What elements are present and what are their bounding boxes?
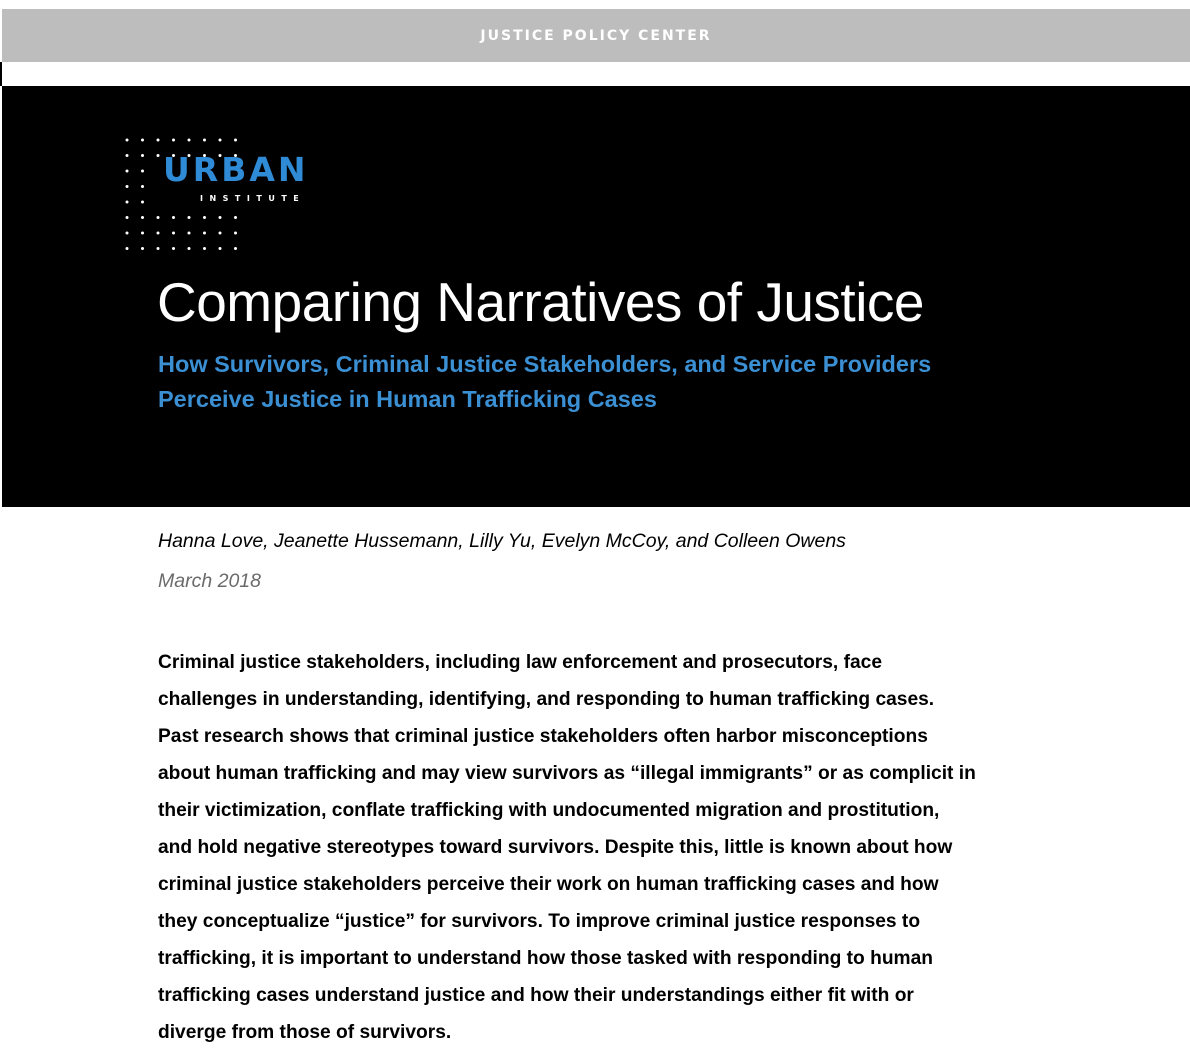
- logo-dot: [126, 232, 129, 235]
- publication-date: March 2018: [158, 570, 261, 592]
- page-subtitle: [158, 347, 1058, 417]
- logo-dot: [219, 139, 222, 142]
- logo-dot: [141, 154, 144, 157]
- logo-dot: [172, 216, 175, 219]
- author-list: Hanna Love, Jeanette Hussemann, Lilly Yu, Evelyn McCoy, and Colleen Owens: [158, 530, 846, 552]
- logo-dot: [126, 139, 129, 142]
- logo-dot: [172, 232, 175, 235]
- logo-wordmark: URBAN: [163, 150, 309, 189]
- logo-dot: [141, 170, 144, 173]
- logo-dot: [141, 201, 144, 204]
- logo-dot: [203, 139, 206, 142]
- logo-dot: [141, 185, 144, 188]
- abstract-line: their victimization, conflate trafficking with undocumented migration and prostitution,: [158, 800, 940, 821]
- section-header-bar: [2, 9, 1190, 62]
- logo-dot: [188, 139, 191, 142]
- logo-dot: [219, 216, 222, 219]
- abstract-line: Criminal justice stakeholders, including law enforcement and prosecutors, face: [158, 652, 882, 673]
- logo-dot: [141, 216, 144, 219]
- logo-dot: [126, 216, 129, 219]
- abstract-line: trafficking, it is important to understand how those tasked with responding to human: [158, 948, 933, 969]
- logo-dot: [188, 216, 191, 219]
- logo-dot: [141, 139, 144, 142]
- logo-dot: [234, 139, 237, 142]
- logo-dot: [203, 216, 206, 219]
- logo-dot: [172, 247, 175, 250]
- abstract-line: diverge from those of survivors.: [158, 1022, 452, 1043]
- abstract-line: trafficking cases understand justice and how their understandings either fit with or: [158, 985, 914, 1006]
- logo-dot: [172, 139, 175, 142]
- logo-dot: [157, 139, 160, 142]
- logo-dot: [234, 232, 237, 235]
- abstract-line: criminal justice stakeholders perceive their work on human trafficking cases and how: [158, 874, 939, 895]
- logo-dot: [188, 232, 191, 235]
- logo-dot: [188, 247, 191, 250]
- logo-dot: [157, 247, 160, 250]
- logo-dot: [234, 216, 237, 219]
- logo-subword: INSTITUTE: [200, 194, 306, 203]
- abstract-line: challenges in understanding, identifying, and responding to human trafficking cases.: [158, 689, 935, 710]
- logo-dot: [157, 232, 160, 235]
- logo-dot: [219, 247, 222, 250]
- subtitle-line: Perceive Justice in Human Trafficking Cases: [158, 386, 657, 412]
- logo-dot: [203, 232, 206, 235]
- logo-dot: [157, 154, 160, 157]
- logo-dot: [141, 232, 144, 235]
- page-title: Comparing Narratives of Justice: [157, 271, 925, 333]
- abstract-line: they conceptualize “justice” for survivors. To improve criminal justice responses to: [158, 911, 921, 932]
- logo-dot: [126, 247, 129, 250]
- logo-dot: [126, 185, 129, 188]
- logo-dot: [234, 247, 237, 250]
- logo-dot: [157, 216, 160, 219]
- logo-dot: [126, 170, 129, 173]
- top-margin: [0, 0, 1190, 9]
- subtitle-line: How Survivors, Criminal Justice Stakeholders, and Service Providers: [158, 351, 932, 377]
- logo-dot: [126, 201, 129, 204]
- header-label: JUSTICE POLICY CENTER: [480, 27, 712, 44]
- abstract-line: Past research shows that criminal justice stakeholders often harbor misconceptions: [158, 726, 928, 747]
- logo-dot: [141, 247, 144, 250]
- abstract-line: and hold negative stereotypes toward survivors. Despite this, little is known about how: [158, 837, 953, 858]
- left-border-rule: [0, 62, 2, 86]
- logo-dot: [219, 232, 222, 235]
- abstract-line: about human trafficking and may view survivors as “illegal immigrants” or as complicit in: [158, 763, 976, 784]
- logo-dot: [203, 247, 206, 250]
- abstract-paragraph: [158, 644, 1048, 1051]
- logo-dot: [126, 154, 129, 157]
